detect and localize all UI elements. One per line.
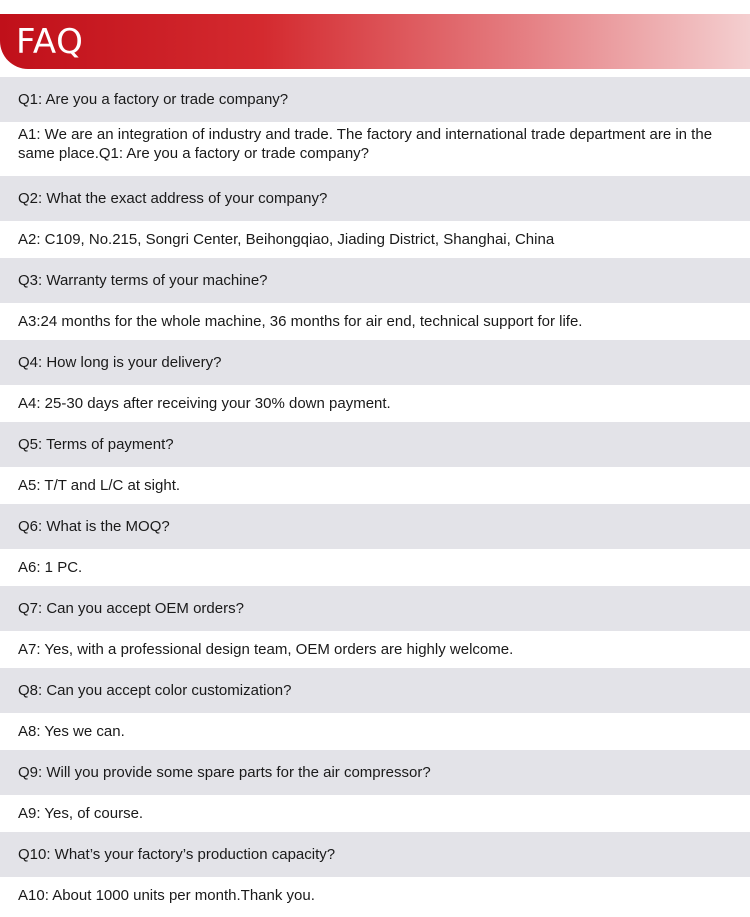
faq-answer-4: A4: 25-30 days after receiving your 30% down payment. — [0, 385, 750, 422]
faq-question-6: Q6: What is the MOQ? — [0, 504, 750, 549]
faq-question-7: Q7: Can you accept OEM orders? — [0, 586, 750, 631]
faq-question-8: Q8: Can you accept color customization? — [0, 668, 750, 713]
faq-answer-1: A1: We are an integration of industry and trade. The factory and international trade department are in the same place.Q1: Are you a factory or trade company? — [0, 122, 750, 176]
faq-answer-8: A8: Yes we can. — [0, 713, 750, 750]
faq-question-9: Q9: Will you provide some spare parts for the air compressor? — [0, 750, 750, 795]
faq-question-5: Q5: Terms of payment? — [0, 422, 750, 467]
faq-answer-2: A2: C109, No.215, Songri Center, Beihongqiao, Jiading District, Shanghai, China — [0, 221, 750, 258]
faq-question-2: Q2: What the exact address of your company? — [0, 176, 750, 221]
faq-question-1: Q1: Are you a factory or trade company? — [0, 77, 750, 122]
faq-answer-6: A6: 1 PC. — [0, 549, 750, 586]
faq-question-10: Q10: What’s your factory’s production capacity? — [0, 832, 750, 877]
faq-answer-7: A7: Yes, with a professional design team, OEM orders are highly welcome. — [0, 631, 750, 668]
faq-question-3: Q3: Warranty terms of your machine? — [0, 258, 750, 303]
faq-list — [0, 77, 750, 914]
faq-answer-10: A10: About 1000 units per month.Thank you. — [0, 877, 750, 914]
faq-question-4: Q4: How long is your delivery? — [0, 340, 750, 385]
faq-answer-3: A3:24 months for the whole machine, 36 months for air end, technical support for life. — [0, 303, 750, 340]
faq-answer-5: A5: T/T and L/C at sight. — [0, 467, 750, 504]
page-title: FAQ — [16, 22, 84, 62]
faq-header-banner — [0, 14, 750, 69]
faq-answer-9: A9: Yes, of course. — [0, 795, 750, 832]
